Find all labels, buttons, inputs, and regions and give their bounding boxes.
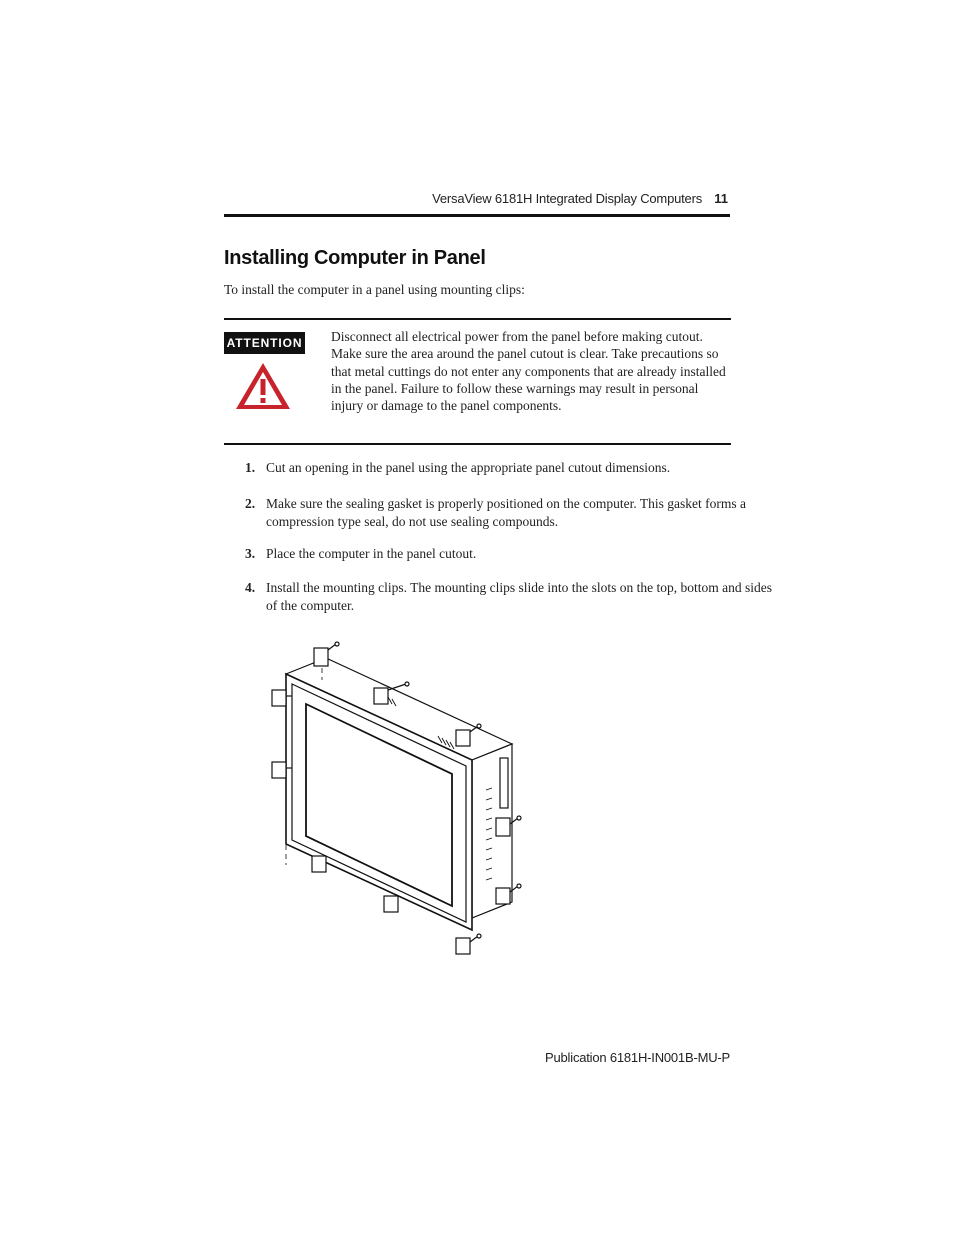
step-text: Install the mounting clips. The mounting clips slide into the slots on the top, bottom and sides of the computer. [266, 580, 772, 613]
running-header [224, 191, 730, 211]
step-2 [224, 495, 762, 530]
step-number: 1. [245, 460, 256, 475]
attention-text: Disconnect all electrical power from the panel before making cutout. Make sure the area around the panel cutout is clear. Take precautions so that metal cuttings do not enter any components that are already installed in the panel. Failure to follow these warnings may result in personal injury or damage to the panel components. [331, 329, 726, 414]
step-text: Make sure the sealing gasket is properly positioned on the computer. This gasket forms a compression type seal, do not use sealing compounds. [266, 496, 747, 529]
step-number: 2. [245, 496, 256, 511]
header-title: VersaView 6181H Integrated Display Computers [432, 191, 702, 206]
step-4 [224, 579, 776, 614]
step-1 [224, 459, 776, 477]
attention-rule-bottom [224, 443, 731, 445]
step-number: 3. [245, 546, 256, 561]
step-3 [224, 545, 762, 563]
header-rule [224, 214, 730, 217]
publication-footer: Publication 6181H-IN001B-MU-P [545, 1050, 730, 1065]
step-text: Place the computer in the panel cutout. [266, 546, 477, 561]
attention-rule-top [224, 318, 731, 320]
step-number: 4. [245, 580, 256, 595]
intro-text: To install the computer in a panel using mounting clips: [224, 282, 525, 297]
warning-triangle-icon [234, 361, 292, 411]
mounting-clips-illustration [262, 640, 532, 960]
attention-label: ATTENTION [224, 332, 305, 354]
page-number: 11 [714, 191, 728, 206]
section-title: Installing Computer in Panel [224, 247, 486, 269]
step-text: Cut an opening in the panel using the appropriate panel cutout dimensions. [266, 460, 671, 475]
